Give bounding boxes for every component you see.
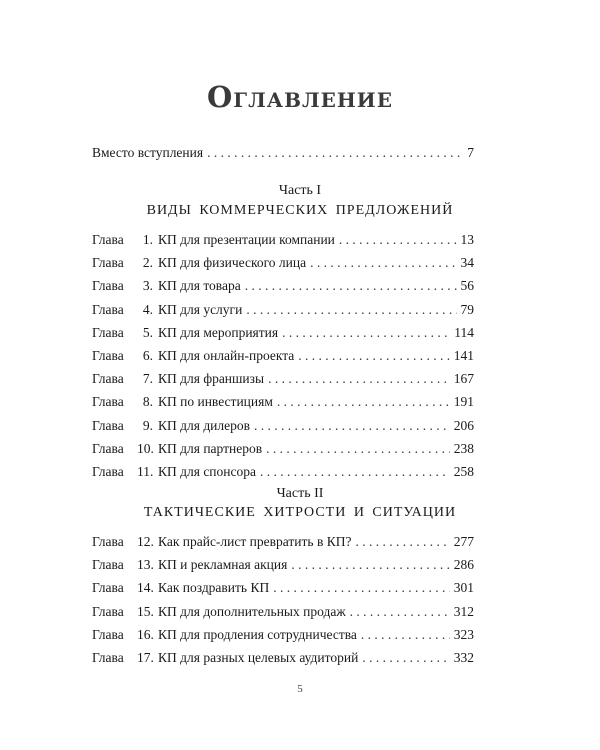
chapter-title: КП для товара <box>158 278 241 294</box>
chapter-prefix: Глава <box>92 534 124 549</box>
toc-chapter-row <box>92 232 474 248</box>
toc-chapter-row <box>92 534 474 550</box>
dot-leader <box>260 464 450 480</box>
toc-intro-text: Вместо вступления <box>92 145 204 160</box>
chapter-page: 277 <box>453 534 474 549</box>
chapter-number: 9. <box>142 417 153 433</box>
chapter-page: 323 <box>453 626 474 642</box>
chapter-number: 8. <box>142 394 153 410</box>
dot-leader <box>282 325 450 341</box>
page-number: 5 <box>297 683 303 695</box>
part-2-label: Часть II <box>276 486 324 501</box>
chapter-prefix: Глава <box>92 603 124 619</box>
part-1-title: ВИДЫ КОММЕРЧЕСКИХ ПРЕДЛОЖЕНИЙ <box>146 203 454 218</box>
chapter-title: Как прайс-лист превратить в КП? <box>158 534 352 549</box>
chapter-number: 7. <box>142 371 153 387</box>
chapter-number: 14. <box>137 580 154 596</box>
dot-leader <box>350 604 450 620</box>
chapter-title: КП для презентации компании <box>158 232 335 247</box>
chapter-page: 238 <box>453 440 474 456</box>
chapter-page: 206 <box>453 417 474 433</box>
chapter-number: 5. <box>142 324 153 340</box>
chapter-number: 13. <box>137 557 154 573</box>
chapter-number: 11. <box>137 464 154 479</box>
chapter-number: 16. <box>137 626 154 642</box>
dot-leader <box>246 302 456 318</box>
chapter-title: КП для разных целевых аудиторий <box>158 650 359 665</box>
chapter-number: 6. <box>142 348 153 363</box>
page-title: Оглавление <box>207 80 393 114</box>
chapter-title: КП для физического лица <box>158 255 307 271</box>
chapter-title: КП для продления сотрудничества <box>158 626 357 642</box>
toc-chapter-row <box>92 580 474 596</box>
toc-chapter-row <box>92 371 474 387</box>
toc-chapter-row <box>92 348 474 364</box>
chapter-title: КП для дополнительных продаж <box>158 603 346 619</box>
chapter-page: 114 <box>454 324 474 340</box>
toc-chapter-row <box>92 627 474 643</box>
toc-chapter-row <box>92 418 474 434</box>
chapter-prefix: Глава <box>92 626 124 642</box>
dot-leader <box>277 394 450 410</box>
chapter-title: КП для дилеров <box>158 417 251 433</box>
chapter-number: 10. <box>137 440 154 456</box>
chapter-page: 34 <box>460 255 474 271</box>
chapter-number: 15. <box>137 603 154 619</box>
chapter-page: 301 <box>453 580 474 596</box>
chapter-page: 312 <box>453 603 474 619</box>
chapter-prefix: Глава <box>92 371 124 387</box>
chapter-prefix: Глава <box>92 440 124 456</box>
chapter-title: КП для франшизы <box>158 371 265 387</box>
chapter-prefix: Глава <box>92 417 124 433</box>
chapter-title: КП для мероприятия <box>158 324 279 340</box>
chapter-prefix: Глава <box>92 301 124 317</box>
chapter-title: КП для услуги <box>158 301 243 317</box>
toc-chapter-row <box>92 394 474 410</box>
chapter-page: 141 <box>453 348 474 363</box>
chapter-prefix: Глава <box>92 464 124 479</box>
dot-leader <box>362 650 449 666</box>
chapter-page: 56 <box>460 278 474 294</box>
toc-chapter-row <box>92 302 474 318</box>
chapter-title: КП по инвестициям <box>158 394 273 410</box>
dot-leader <box>298 348 449 364</box>
chapter-number: 12. <box>137 534 154 549</box>
chapter-prefix: Глава <box>92 232 124 247</box>
chapter-title: КП и рекламная акция <box>158 557 288 573</box>
chapter-number: 4. <box>142 301 153 317</box>
dot-leader <box>339 232 457 248</box>
toc-intro <box>92 145 474 161</box>
toc-chapter-row <box>92 557 474 573</box>
chapter-page: 258 <box>453 464 474 479</box>
chapter-prefix: Глава <box>92 255 124 271</box>
chapter-page: 332 <box>453 650 474 665</box>
chapter-prefix: Глава <box>92 580 124 596</box>
chapter-title: КП для партнеров <box>158 440 263 456</box>
chapter-number: 3. <box>142 278 153 294</box>
chapter-page: 167 <box>453 371 474 387</box>
toc-chapter-row <box>92 325 474 341</box>
chapter-prefix: Глава <box>92 557 124 573</box>
dot-leader <box>273 580 450 596</box>
chapter-page: 191 <box>453 394 474 410</box>
chapter-page: 286 <box>453 557 474 573</box>
chapter-prefix: Глава <box>92 278 124 294</box>
dot-leader <box>245 278 457 294</box>
chapter-number: 2. <box>142 255 153 271</box>
dot-leader <box>361 627 450 643</box>
dot-leader <box>310 255 456 271</box>
toc-chapter-row <box>92 604 474 620</box>
chapter-prefix: Глава <box>92 324 124 340</box>
toc-page-number: 7 <box>467 145 474 160</box>
chapter-page: 79 <box>460 301 474 317</box>
chapter-title: Как поздравить КП <box>158 580 270 596</box>
part-1-label: Часть I <box>278 183 322 198</box>
chapter-number: 1. <box>142 232 153 247</box>
toc-chapter-row <box>92 255 474 271</box>
toc-chapter-row <box>92 650 474 666</box>
dot-leader <box>355 534 449 550</box>
dot-leader <box>207 145 463 161</box>
dot-leader <box>254 418 450 434</box>
chapter-number: 17. <box>137 650 154 665</box>
chapter-page: 13 <box>460 232 474 247</box>
chapter-prefix: Глава <box>92 348 124 363</box>
chapter-prefix: Глава <box>92 650 124 665</box>
dot-leader <box>266 441 450 457</box>
dot-leader <box>268 371 450 387</box>
dot-leader <box>291 557 449 573</box>
chapter-title: КП для онлайн-проекта <box>158 348 295 363</box>
toc-chapter-row <box>92 464 474 480</box>
toc-chapter-row <box>92 441 474 457</box>
toc-chapter-row <box>92 278 474 294</box>
chapter-prefix: Глава <box>92 394 124 410</box>
chapter-title: КП для спонсора <box>158 464 256 479</box>
part-2-title: ТАКТИЧЕСКИЕ ХИТРОСТИ И СИТУАЦИИ <box>143 505 457 520</box>
